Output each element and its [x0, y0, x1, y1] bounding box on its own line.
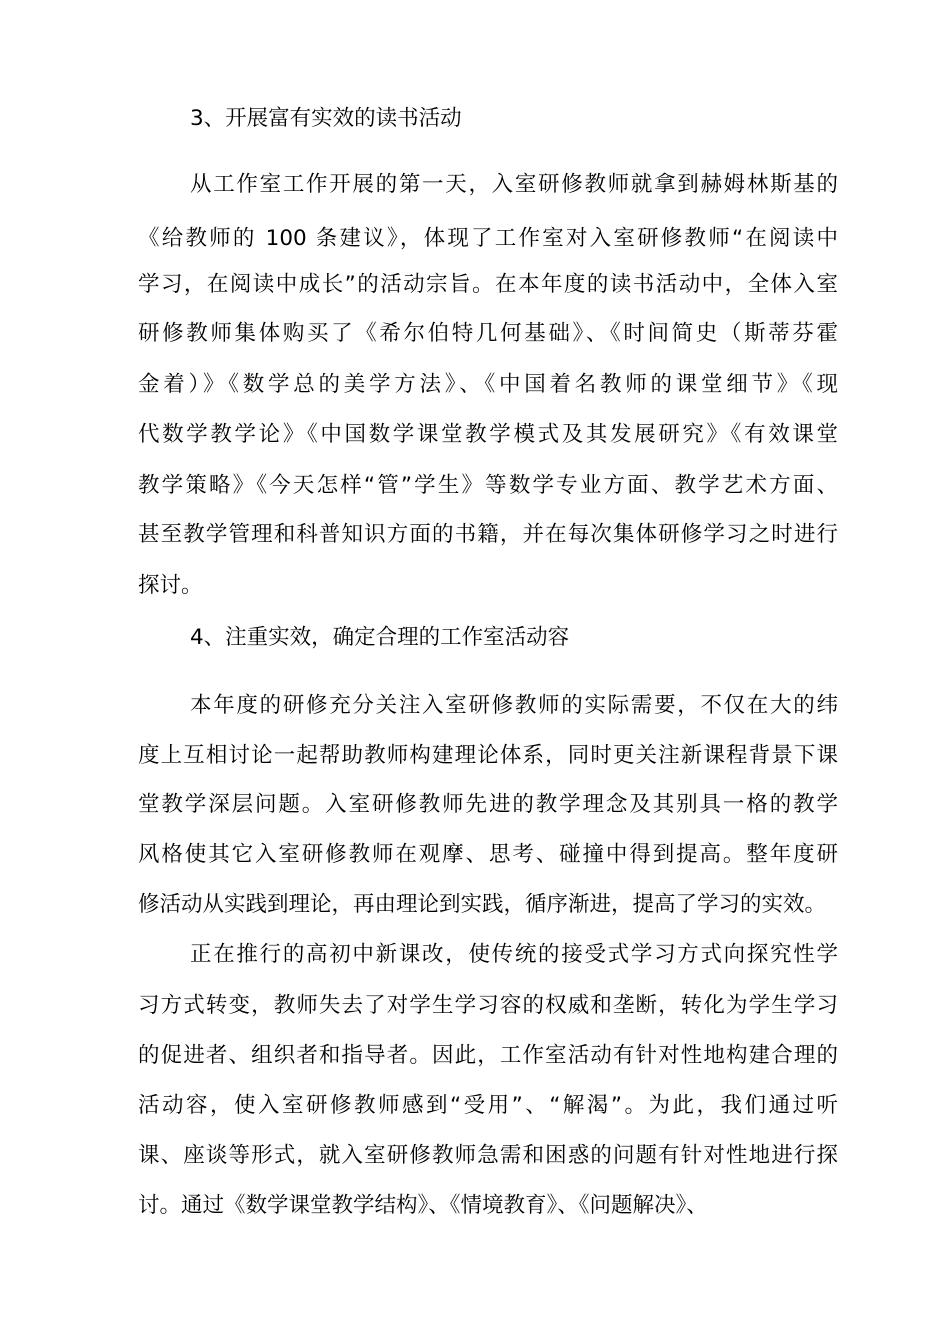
paragraph-line: 学习，在阅读中成长”的活动宗旨。在本年度的读书活动中，全体入室: [138, 272, 838, 297]
paragraph-line: 风格使其它入室研修教师在观摩、思考、碰撞中得到提高。整年度研: [138, 842, 838, 867]
paragraph-line: 本年度的研修充分关注入室研修教师的实际需要，不仅在大的纬: [190, 693, 838, 718]
paragraph-line: 探讨。: [138, 573, 203, 598]
paragraph-line: 的促进者、组织者和指导者。因此，工作室活动有针对性地构建合理的: [138, 1043, 838, 1068]
paragraph-line: 金着）》《数学总的美学方法》、《中国着名教师的课堂细节》《现: [138, 372, 838, 397]
paragraph-line: 修活动从实践到理论，再由理论到实践，循序渐进，提高了学习的实效。: [138, 892, 827, 917]
paragraph-line: 代数学教学论》《中国数学课堂教学模式及其发展研究》《有效课堂: [138, 422, 838, 447]
paragraph-line: 教学策略》《今天怎样“管”学生》等数学专业方面、教学艺术方面、: [138, 473, 838, 498]
paragraph-line: 从工作室工作开展的第一天，入室研修教师就拿到赫姆林斯基的: [190, 172, 838, 197]
paragraph-line: 活动容，使入室研修教师感到“受用”、“解渴”。为此，我们通过听: [138, 1093, 838, 1118]
paragraph-line: 习方式转变，教师失去了对学生学习容的权威和垄断，转化为学生学习: [138, 993, 838, 1018]
paragraph-line: 讨。通过《数学课堂教学结构》、《情境教育》、《问题解决》、: [138, 1193, 708, 1218]
paragraph-line: 研修教师集体购买了《希尔伯特几何基础》、《时间简史（斯蒂芬霍: [138, 321, 838, 346]
paragraph-line: 堂教学深层问题。入室研修教师先进的教学理念及其别具一格的教学: [138, 792, 838, 817]
section-heading-3: 3、开展富有实效的读书活动: [190, 106, 462, 131]
paragraph-line: 《给教师的 100 条建议》，体现了工作室对入室研修教师“在阅读中: [138, 226, 838, 251]
paragraph-line: 甚至教学管理和科普知识方面的书籍，并在每次集体研修学习之时进行: [138, 522, 838, 547]
paragraph-line: 课、座谈等形式，就入室研修教师急需和困惑的问题有针对性地进行探: [138, 1143, 838, 1168]
paragraph-line: 正在推行的高初中新课改，使传统的接受式学习方式向探究性学: [190, 942, 838, 967]
paragraph-line: 度上互相讨论一起帮助教师构建理论体系，同时更关注新课程背景下课: [138, 743, 838, 768]
section-heading-4: 4、注重实效，确定合理的工作室活动容: [190, 625, 570, 650]
